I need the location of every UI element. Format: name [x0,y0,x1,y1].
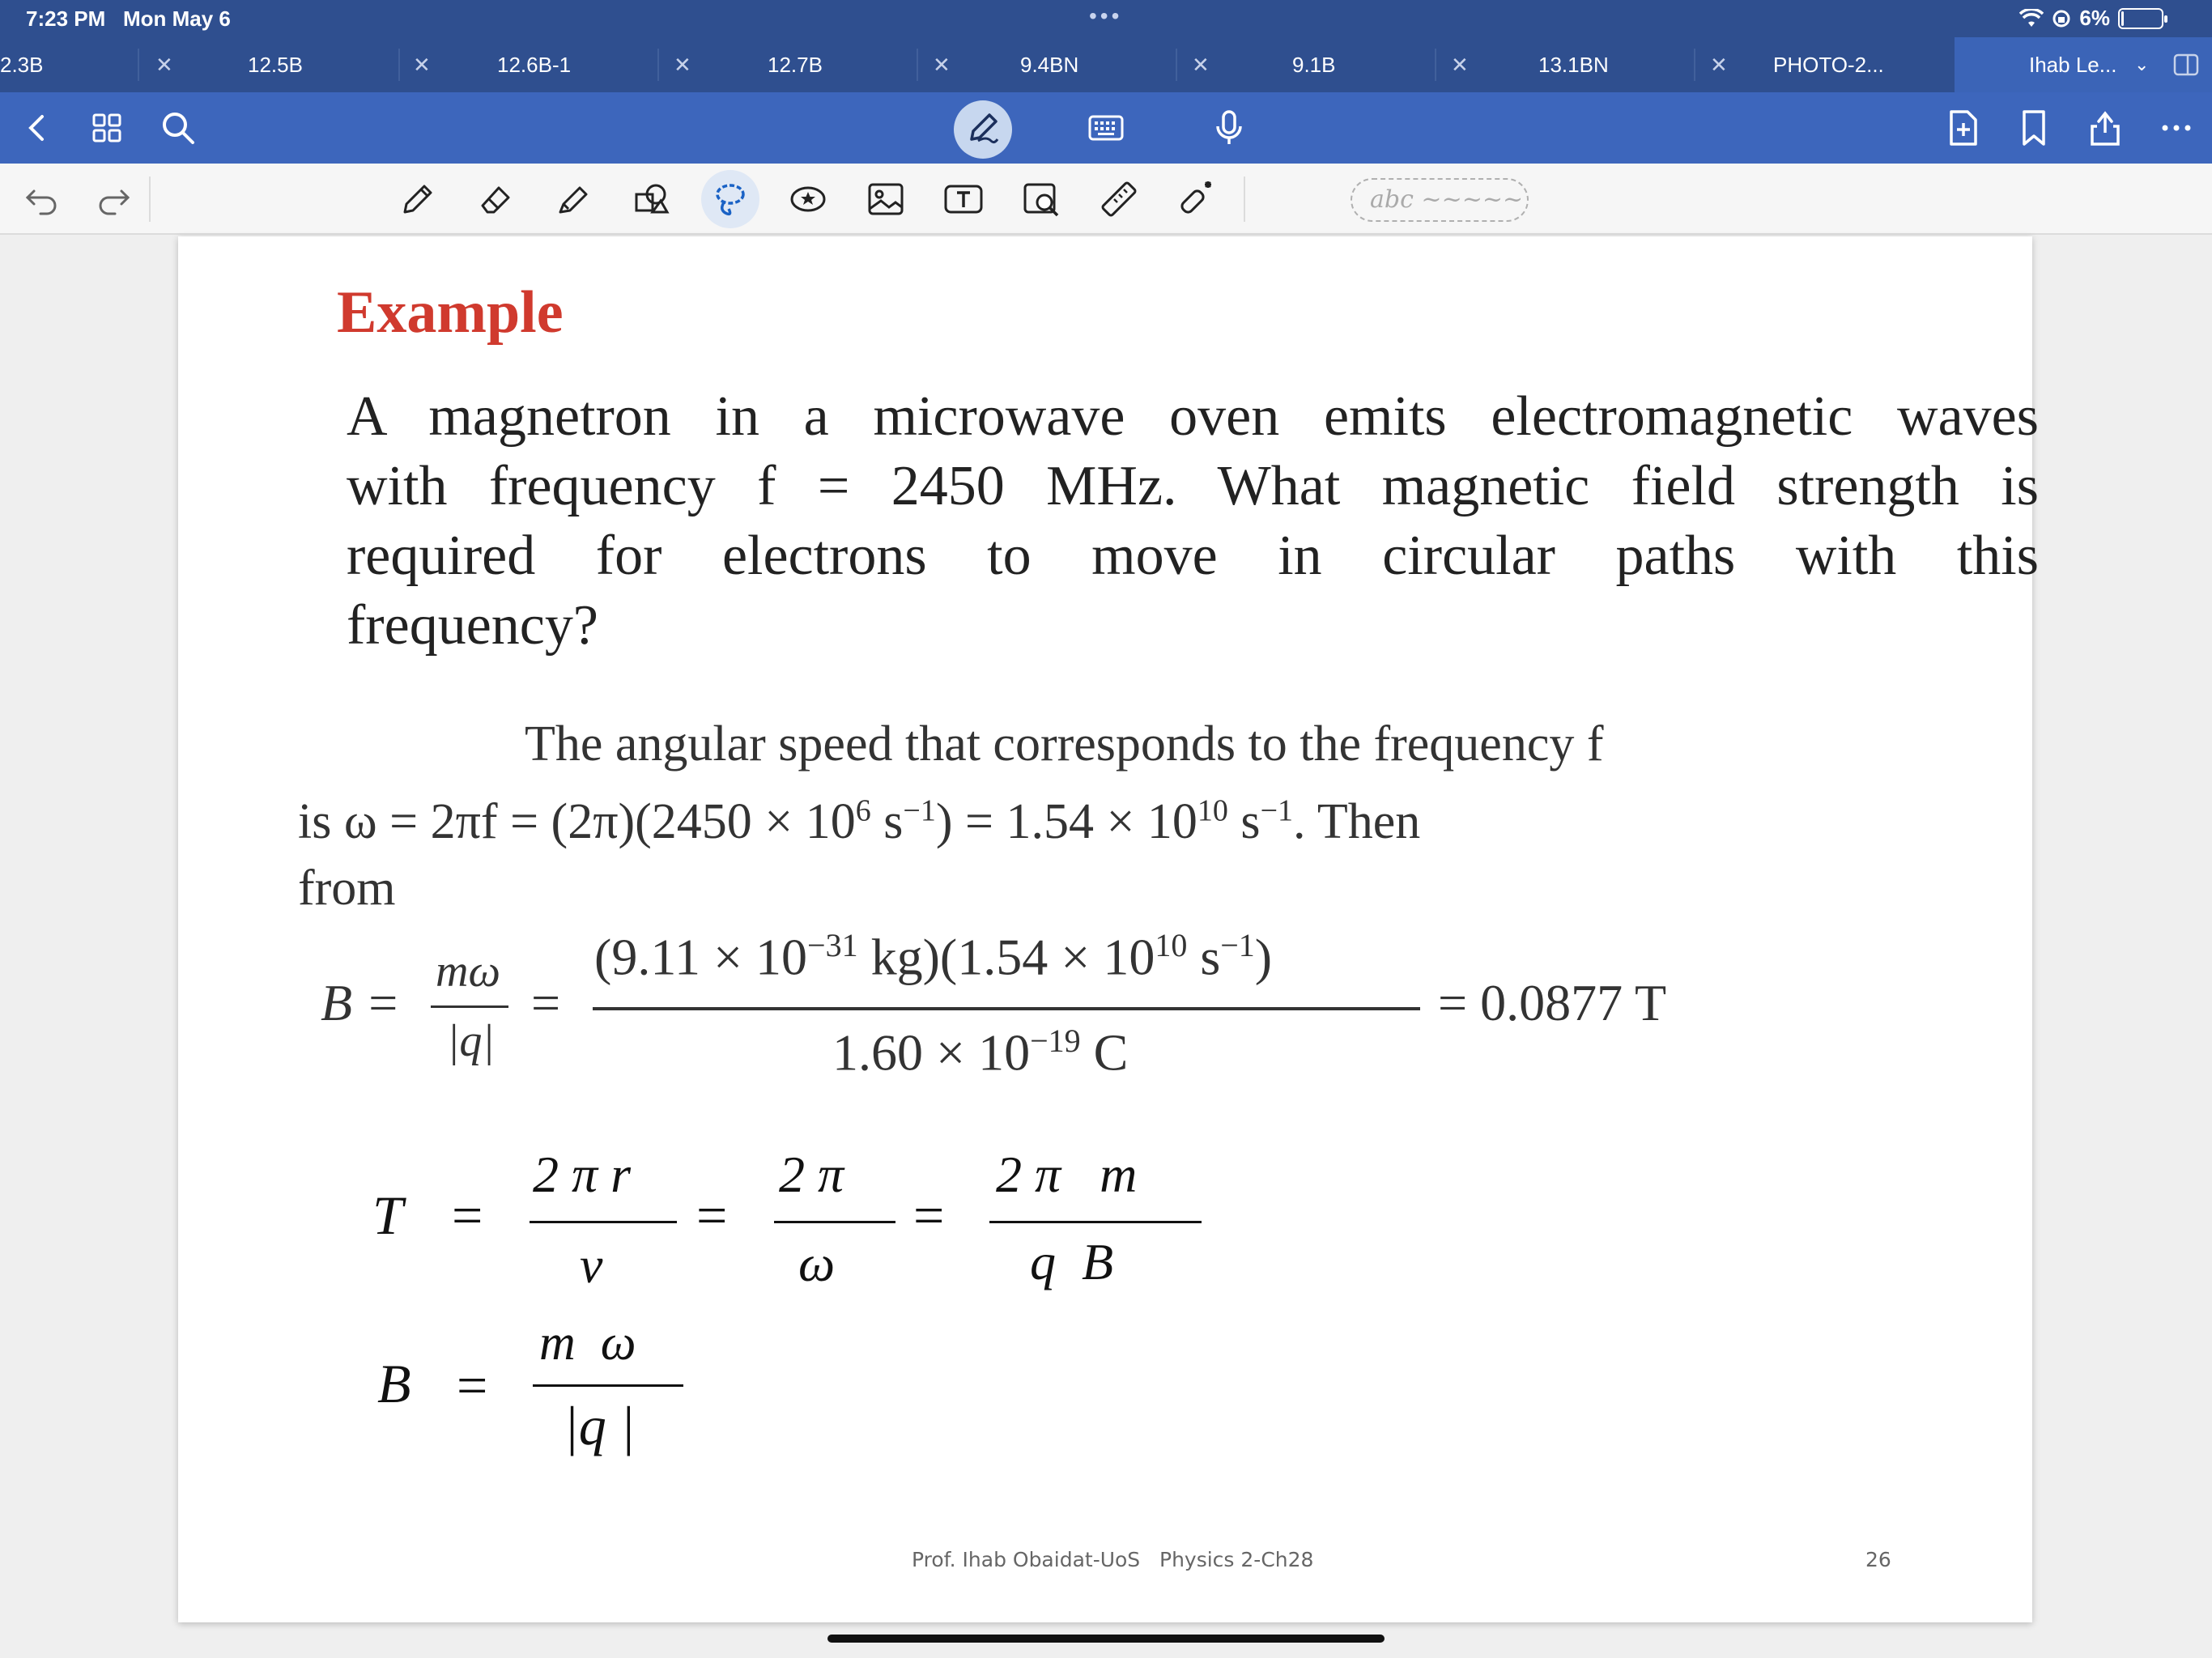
eq1-lhs: B = [321,974,401,1031]
back-icon[interactable] [16,107,58,149]
page-number: 26 [1865,1548,1891,1571]
eq3-lhs: B [377,1353,411,1414]
close-icon[interactable]: ✕ [155,52,173,77]
eq1-numerator: ($9.11 \times 10^{-31}$ $kg)(1.54 \times 10^{10}$ $s^{-1}$) [594,927,1273,986]
eq2-equals: = [452,1184,483,1246]
share-icon[interactable] [2084,107,2126,149]
orientation-lock-icon [2052,9,2071,28]
navigation-toolbar [0,92,2212,164]
question-line: frequency? [347,594,598,657]
solution-line: is $\omega = 2\pi f = (2\pi)(2450 \times 10^6$ $s^{-1}) = 1.54 \times 10^{10}$ $s^{-1}$. Then [298,793,1421,849]
fraction-bar [774,1221,895,1223]
home-indicator[interactable] [827,1635,1385,1643]
text-tool-icon[interactable] [941,176,986,222]
eq2-equals: = [696,1184,728,1246]
eq3-num: m ω [539,1316,636,1371]
tab[interactable] [1436,37,1728,92]
close-icon[interactable]: ✕ [674,52,691,77]
more-icon[interactable] [2155,107,2197,149]
tab-label: 9.1B [1292,52,1336,77]
close-icon[interactable]: ✕ [1451,52,1469,77]
fraction-bar [989,1221,1202,1223]
eq1-frac1-den: |q| [447,1016,495,1066]
redo-icon[interactable] [91,176,136,222]
search-icon[interactable] [157,107,199,149]
battery-icon [2118,8,2163,29]
eq2-frac2-den: ω [798,1235,836,1292]
annotation-toolbar [0,164,2212,235]
question-text [347,382,2039,661]
status-bar [0,0,2212,37]
status-time: 7:23 PM Mon May 6 [26,6,231,31]
shapes-tool-icon[interactable] [628,176,674,222]
tab-label: Ihab Le... [2029,52,2117,77]
document-page[interactable] [178,236,2039,1622]
tab-label: 12.5B [248,52,303,77]
solution-text [298,711,1604,921]
multitasking-dots-icon[interactable]: ••• [1089,3,1123,28]
eq1-result: = 0.0877 T [1438,974,1667,1031]
tab[interactable] [139,37,431,92]
fraction-bar [530,1221,677,1223]
image-tool-icon[interactable] [863,176,908,222]
eq2-frac1-num: 2 π r [533,1146,631,1203]
chevron-down-icon[interactable]: ⌄ [2134,54,2150,74]
tab[interactable] [400,37,691,92]
undo-icon[interactable] [19,176,65,222]
capture-tool-icon[interactable] [1019,176,1064,222]
eq2-frac3-num: 2 π m [996,1146,1138,1203]
grid-view-icon[interactable] [86,107,128,149]
solution-line: from [298,860,396,916]
tab-label: 2.3B [0,52,44,77]
fraction-bar [593,1007,1420,1010]
close-icon[interactable]: ✕ [933,52,951,77]
keyboard-icon[interactable] [1085,107,1127,149]
add-page-icon[interactable] [1942,107,1984,149]
eraser-tool-icon[interactable] [473,176,518,222]
microphone-icon[interactable] [1208,107,1250,149]
tab-active[interactable] [1955,37,2212,92]
tab-bar [0,37,2212,92]
footer-author: Prof. Ihab Obaidat-UoS [912,1548,1141,1571]
eq2-equals: = [913,1184,945,1246]
eq2-frac3-den: q B [1030,1233,1114,1290]
eq2-lhs: T [372,1184,403,1246]
laser-pointer-icon[interactable] [1174,176,1219,222]
tab-label: 12.7B [768,52,823,77]
handwriting-input-box[interactable]: abc ~~~~~ [1351,178,1529,222]
eq3-den: |q | [564,1395,636,1456]
ruler-tool-icon[interactable] [1096,176,1142,222]
split-view-icon[interactable] [2173,53,2199,76]
fraction-bar [533,1384,683,1387]
battery-percent: 6% [2079,6,2110,30]
close-icon[interactable]: ✕ [413,52,431,77]
tab[interactable] [659,37,951,92]
eq1-equals: = [531,974,561,1031]
tab-label: PHOTO-2... [1773,52,1884,77]
eq1-denominator: $1.60 \times 10^{-19}$ C [832,1022,1129,1082]
tab-label: 13.1BN [1538,52,1609,77]
question-line: required for electrons to move in circular paths with this [347,525,2039,587]
tab-label: 9.4BN [1020,52,1079,77]
battery-fill [2121,11,2124,26]
toolbar-divider [1244,176,1245,222]
status-right [2019,6,2163,31]
footer-course: Physics 2-Ch28 [1159,1548,1314,1571]
tab-label: 12.6B-1 [497,52,572,77]
sticker-tool-icon[interactable] [785,176,831,222]
fraction-bar [431,1005,508,1008]
tab[interactable] [1177,37,1469,92]
bookmark-icon[interactable] [2013,107,2055,149]
close-icon[interactable]: ✕ [1192,52,1210,77]
tab[interactable] [1695,37,1955,92]
lasso-tool-icon[interactable] [708,176,753,222]
toolbar-divider [149,176,151,222]
question-line: A magnetron in a microwave oven emits electromagnetic waves [347,385,2039,448]
eq2-frac1-den: v [580,1236,603,1294]
slide-title: Example [337,279,564,346]
wifi-icon [2019,9,2044,28]
pen-mode-icon[interactable] [962,107,1004,149]
solution-line: The angular speed that corresponds to the frequency f [525,716,1604,772]
tab[interactable] [918,37,1210,92]
pen-tool-icon[interactable] [395,176,440,222]
eq1-frac1-num: mω [436,946,500,997]
question-line: with frequency f = 2450 MHz. What magnetic field strength is [347,455,2039,517]
eq2-frac2-num: 2 π [779,1146,844,1203]
eq3-equals: = [457,1354,488,1416]
highlighter-tool-icon[interactable] [551,176,596,222]
close-icon[interactable]: ✕ [1710,52,1728,77]
